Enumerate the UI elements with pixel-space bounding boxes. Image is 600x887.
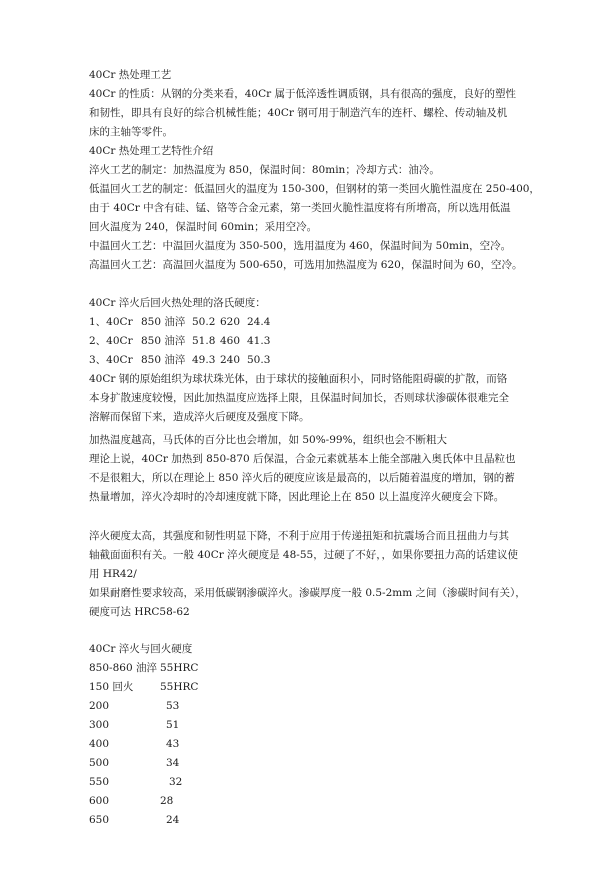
paragraph-line: 加热温度越高，马氏体的百分比也会增加，如 50%-99%，组织也会不断粗大 bbox=[89, 434, 448, 446]
paragraph-line: 低温回火工艺的制定：低温回火的温度为 150-300，但钢材的第一类回火脆性温度在 250-400， bbox=[89, 183, 540, 195]
paragraph-line: 40Cr 钢的原始组织为球状珠光体，由于球状的接触面积小，同时铬能阻碍碳的扩散，而铬 bbox=[89, 373, 508, 385]
paragraph-line: 热量增加，淬火冷却时的冷却速度就下降，因此理论上在 850 以上温度淬火硬度会下降。 bbox=[89, 491, 505, 503]
row-hardness: 51 bbox=[166, 719, 180, 731]
hardness-row bbox=[89, 332, 271, 351]
row-temperature: 400 bbox=[89, 738, 110, 750]
paragraph-line: 如果耐磨性要求较高，采用低碳钢渗碳淬火。渗碳厚度一般 0.5-2mm 之间（渗碳时间有关）， bbox=[89, 587, 526, 599]
row-sample: 1、40Cr bbox=[89, 316, 133, 328]
row-hardness: 51.8 bbox=[192, 335, 216, 347]
paragraph-line: 本身扩散速度较慢，因此加热温度应选择上限，且保温时间加长，否则球状渗碳体很难完全 bbox=[89, 392, 509, 404]
row-quench: 850 油淬 bbox=[141, 354, 186, 366]
paragraph-line: 40Cr 的性质：从钢的分类来看，40Cr 属于低淬透性调质钢，具有很高的强度，良好的塑性 bbox=[89, 88, 517, 100]
row-sample: 3、40Cr bbox=[89, 354, 133, 366]
row-temperature: 550 bbox=[89, 776, 110, 788]
row-hardness: 32 bbox=[169, 776, 183, 788]
hardness-row bbox=[89, 313, 271, 332]
temper-table-row bbox=[89, 697, 180, 716]
paragraph-line: 用 HR42/ bbox=[89, 568, 137, 580]
hardness-row bbox=[89, 351, 271, 370]
row-temperature: 500 bbox=[89, 757, 110, 769]
paragraph-line: 由于 40Cr 中含有硅、锰、铬等合金元素，第一类回火脆性温度将有所增高，所以选用低温 bbox=[89, 202, 511, 214]
row-temper: 240 bbox=[220, 354, 241, 366]
temper-table-row bbox=[89, 792, 174, 811]
row-temper: 460 bbox=[220, 335, 241, 347]
paragraph-line: 和韧性，即具有良好的综合机械性能；40Cr 钢可用于制造汽车的连杆、螺栓、传动轴及机 bbox=[89, 107, 508, 119]
temper-table-row bbox=[89, 659, 199, 678]
row-temperature: 200 bbox=[89, 700, 110, 712]
paragraph-line: 溶解而保留下来，造成淬火后硬度及强度下降。 bbox=[89, 411, 310, 423]
temper-table-row bbox=[89, 811, 180, 830]
row-temperature: 300 bbox=[89, 719, 110, 731]
paragraph-line: 床的主轴等零件。 bbox=[89, 126, 173, 138]
process-features-heading: 40Cr 热处理工艺特性介绍 bbox=[89, 145, 214, 157]
quench-temper-heading: 40Cr 淬火与回火硬度 bbox=[89, 643, 193, 655]
temper-table-row bbox=[89, 735, 180, 754]
temper-table-row bbox=[89, 754, 180, 773]
row-hardness: 24 bbox=[166, 814, 180, 826]
row-temper-hardness: 41.3 bbox=[247, 335, 271, 347]
heat-treatment-title: 40Cr 热处理工艺 bbox=[89, 69, 172, 81]
paragraph-line: 硬度可达 HRC58-62 bbox=[89, 606, 190, 618]
row-quench: 850 油淬 bbox=[141, 335, 186, 347]
temper-table-row bbox=[89, 716, 180, 735]
row-temperature: 650 bbox=[89, 814, 110, 826]
row-temperature: 850-860 油淬 bbox=[89, 662, 157, 674]
paragraph-line: 理论上说，40Cr 加热到 850-870 后保温，合金元素就基本上能全部融入奥氏体中且晶粒也 bbox=[89, 453, 516, 465]
row-temperature: 600 bbox=[89, 795, 110, 807]
row-temper: 620 bbox=[220, 316, 241, 328]
paragraph-line: 中温回火工艺：中温回火温度为 350-500，选用温度为 460，保温时间为 50min，空冷。 bbox=[89, 240, 512, 252]
paragraph-line: 淬火硬度太高，其强度和韧性明显下降，不利于应用于传递扭矩和抗震场合而且扭曲力与其 bbox=[89, 530, 509, 542]
row-hardness: 55HRC bbox=[160, 681, 199, 693]
paragraph-line: 轴截面面积有关。一般 40Cr 淬火硬度是 48-55，过硬了不好，，如果你要扭力高的话建议使 bbox=[89, 549, 518, 561]
paragraph-line: 淬火工艺的制定：加热温度为 850，保温时间：80min；冷却方式：油冷。 bbox=[89, 164, 440, 176]
temper-table-row bbox=[89, 773, 183, 792]
paragraph-line: 高温回火工艺：高温回火温度为 500-650，可选用加热温度为 620，保温时间为 60，空冷。 bbox=[89, 259, 523, 271]
row-temper-hardness: 50.3 bbox=[247, 354, 271, 366]
row-hardness: 53 bbox=[166, 700, 180, 712]
paragraph-line: 回火温度为 240，保温时间 60min；采用空冷。 bbox=[89, 221, 318, 233]
row-quench: 850 油淬 bbox=[141, 316, 186, 328]
temper-table-row bbox=[89, 678, 199, 697]
row-hardness: 28 bbox=[160, 795, 174, 807]
row-hardness: 49.3 bbox=[192, 354, 216, 366]
row-sample: 2、40Cr bbox=[89, 335, 133, 347]
paragraph-line: 不是很粗大，所以在理论上 850 淬火后的硬度应该是最高的，以后随着温度的增加，钢的蓄 bbox=[89, 472, 515, 484]
row-hardness: 50.2 bbox=[192, 316, 216, 328]
row-temperature: 150 回火 bbox=[89, 681, 134, 693]
row-temper-hardness: 24.4 bbox=[247, 316, 271, 328]
row-hardness: 34 bbox=[166, 757, 180, 769]
row-hardness: 43 bbox=[166, 738, 180, 750]
row-hardness: 55HRC bbox=[160, 662, 199, 674]
hardness-heading: 40Cr 淬火后回火热处理的洛氏硬度： bbox=[89, 297, 266, 309]
